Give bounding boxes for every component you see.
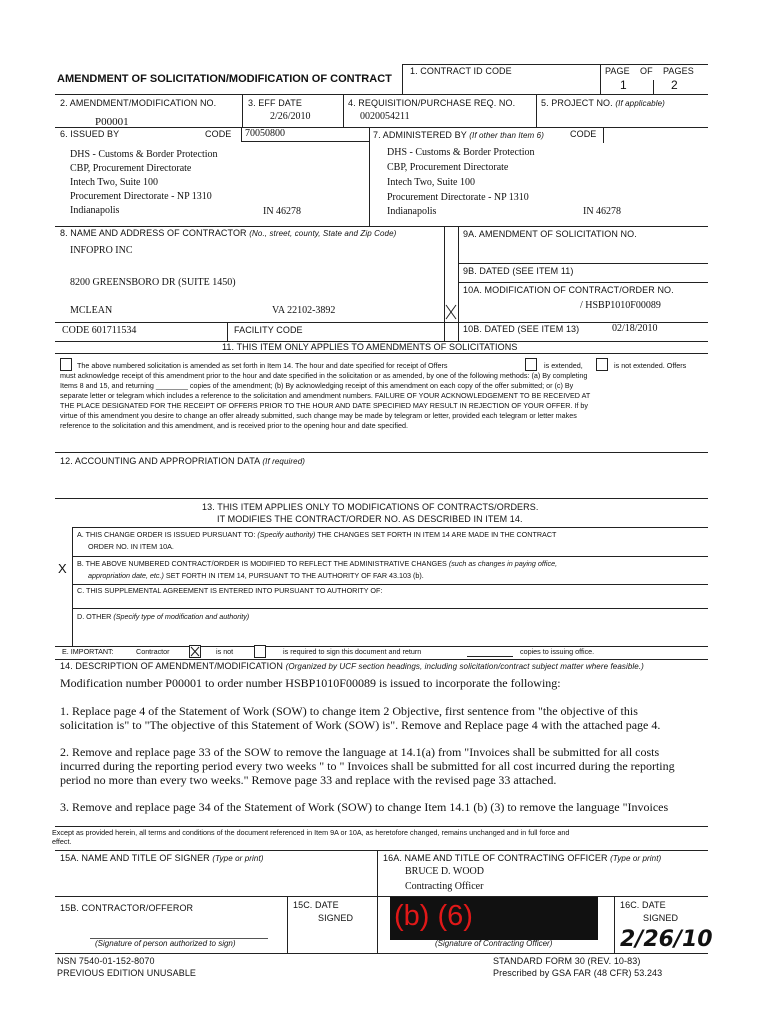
is-required-label: is required to sign this document and return <box>283 647 422 656</box>
item-12-label: 12. ACCOUNTING AND APPROPRIATION DATA (If required) <box>60 456 306 466</box>
item-11-line-2: must acknowledge receipt of this amendment prior to the hour and date specified in the solicitation or as amended, by one of the following methods: (a) By completing <box>60 371 588 380</box>
copies-label: copies to issuing office. <box>520 647 595 656</box>
handwritten-date: 2/26/10 <box>620 927 713 952</box>
is-required-checkbox[interactable] <box>254 645 266 658</box>
admin-state-zip: IN 46278 <box>583 206 622 217</box>
item-11-line-6: virtue of this amendment you desire to change an offer already submitted, such change may be made by telegram or letter, provided each telegram or letter makes <box>60 411 577 420</box>
administered-by-label: 7. ADMINISTERED BY (If other than Item 6) <box>373 130 544 140</box>
contractor-city: MCLEAN <box>70 305 113 316</box>
item-11-title: 11. THIS ITEM ONLY APPLIES TO AMENDMENTS OF SOLICITATIONS <box>222 342 518 352</box>
of-label: OF <box>640 66 653 76</box>
admin-line-2: CBP, Procurement Directorate <box>387 162 509 173</box>
signature-officer-label: (Signature of Contracting Officer) <box>435 939 553 948</box>
nsn-label: NSN 7540-01-152-8070 <box>57 956 155 966</box>
issued-code-label: CODE <box>205 129 232 139</box>
pages-label: PAGES <box>663 66 694 76</box>
eff-date-label: 3. EFF DATE <box>248 98 302 108</box>
is-not-extended-checkbox[interactable] <box>596 358 608 371</box>
form-title: AMENDMENT OF SOLICITATION/MODIFICATION OF CONTRACT <box>57 73 392 85</box>
signed-16c-label: SIGNED <box>643 913 679 923</box>
admin-line-5: Indianapolis <box>387 206 437 217</box>
item-13d-label: D. OTHER (Specify type of modification and authority) <box>77 612 250 621</box>
prescribed-label: Prescribed by GSA FAR (48 CFR) 53.243 <box>493 968 663 978</box>
item-9b-label: 9B. DATED (SEE ITEM 11) <box>463 266 574 276</box>
item-10b-value: 02/18/2010 <box>612 323 658 334</box>
item-14-intro: Modification number P00001 to order number HSBP1010F00089 is issued to incorporate the following: <box>60 676 561 690</box>
item-10b-label: 10B. DATED (SEE ITEM 13) <box>463 324 580 334</box>
is-not-extended-label: is not extended. Offers <box>614 361 687 370</box>
is-extended-label: is extended, <box>544 361 583 370</box>
previous-edition-label: PREVIOUS EDITION UNUSABLE <box>57 968 197 978</box>
contract-id-label: 1. CONTRACT ID CODE <box>410 66 512 76</box>
contractor-state-zip: VA 22102-3892 <box>272 305 336 316</box>
page-label: PAGE <box>605 66 630 76</box>
signature-person-label: (Signature of person authorized to sign) <box>95 939 236 948</box>
amendment-no-value: P00001 <box>95 116 129 128</box>
item-14-p2c: period no more than every two weeks." Remove page 33 and replace with the revised page 33 attached. <box>60 773 557 787</box>
item-11-line-1a: The above numbered solicitation is amended as set forth in Item 14. The hour and date specified for receipt of Offers <box>77 361 448 370</box>
contractor-is-not-checkbox[interactable] <box>189 645 201 658</box>
item-9a-label: 9A. AMENDMENT OF SOLICITATION NO. <box>463 229 637 239</box>
item-13c-label: C. THIS SUPPLEMENTAL AGREEMENT IS ENTERED INTO PURSUANT TO AUTHORITY OF: <box>77 586 383 595</box>
except-line-2: effect. <box>52 837 72 846</box>
signer-16a-label: 16A. NAME AND TITLE OF CONTRACTING OFFICER (Type or print) <box>383 853 662 863</box>
issued-line-3: Intech Two, Suite 100 <box>70 177 158 188</box>
signer-15a-label: 15A. NAME AND TITLE OF SIGNER (Type or print) <box>60 853 264 863</box>
except-line-1: Except as provided herein, all terms and conditions of the document referenced in Item 9A or 10A, as heretofore changed, remains unchanged and in full force and <box>52 828 570 837</box>
item-13b-line-2: appropriation date, etc.) SET FORTH IN ITEM 14, PURSUANT TO THE AUTHORITY OF FAR 43.103 (b). <box>88 571 424 580</box>
admin-line-4: Procurement Directorate - NP 1310 <box>387 192 529 203</box>
item-14-p2a: 2. Remove and replace page 33 of the SOW to remove the language at 14.1(a) from "Invoices shall be submitted for all costs <box>60 745 660 759</box>
requisition-label: 4. REQUISITION/PURCHASE REQ. NO. <box>348 98 516 108</box>
amendment-no-label: 2. AMENDMENT/MODIFICATION NO. <box>60 98 217 108</box>
admin-line-1: DHS - Customs & Border Protection <box>387 147 535 158</box>
requisition-value: 0020054211 <box>360 111 410 122</box>
project-no-label: 5. PROJECT NO. (If applicable) <box>541 98 665 108</box>
issued-line-5: Indianapolis <box>70 205 120 216</box>
date-16c-label: 16C. DATE <box>620 900 666 910</box>
officer-name: BRUCE D. WOOD <box>405 866 484 877</box>
item-13b-line-1: B. THE ABOVE NUMBERED CONTRACT/ORDER IS MODIFIED TO REFLECT THE ADMINISTRATIVE CHANGES (such as changes in paying office, <box>77 559 558 568</box>
item-13a-line-2: ORDER NO. IN ITEM 10A. <box>88 542 174 551</box>
item-14-p2b: incurred during the reporting period every two weeks " to " Invoices shall be submitted for all cost incurred during the reporting <box>60 759 675 773</box>
issued-state-zip: IN 46278 <box>263 206 302 217</box>
date-15c-label: 15C. DATE <box>293 900 339 910</box>
redaction-block <box>390 897 598 940</box>
item-13-title-1: 13. THIS ITEM APPLIES ONLY TO MODIFICATIONS OF CONTRACTS/ORDERS. <box>202 502 539 512</box>
standard-form-label: STANDARD FORM 30 (REV. 10-83) <box>493 956 641 966</box>
contractor-label-e: Contractor <box>136 647 170 656</box>
contractor-name: INFOPRO INC <box>70 245 133 256</box>
page-number: 1 <box>620 78 627 92</box>
item-14-p1a: 1. Replace page 4 of the Statement of Work (SOW) to change item 2 Objective, first sentence from "the objective of this <box>60 704 638 718</box>
issued-by-label: 6. ISSUED BY <box>60 129 120 139</box>
issued-line-4: Procurement Directorate - NP 1310 <box>70 191 212 202</box>
item-13a-line-1: A. THIS CHANGE ORDER IS ISSUED PURSUANT TO: (Specify authority) THE CHANGES SET FORTH IN ITEM 14 ARE MADE IN THE CONTRACT <box>77 530 557 539</box>
item-11-line-5: THE PLACE DESIGNATED FOR THE RECEIPT OF OFFERS PRIOR TO THE HOUR AND DATE SPECIFIED MAY RESULT IN REJECTION OF YOUR OFFER. If by <box>60 401 588 410</box>
contractor-label: 8. NAME AND ADDRESS OF CONTRACTOR (No., street, county, State and Zip Code) <box>60 228 397 238</box>
contractor-offeror-label: 15B. CONTRACTOR/OFFEROR <box>60 903 194 913</box>
item-14-label: 14. DESCRIPTION OF AMENDMENT/MODIFICATION (Organized by UCF section headings, including solicitation/contract subject matter where feasible.) <box>60 661 644 671</box>
item-11-checkbox[interactable] <box>60 358 72 371</box>
item-14-p1b: solicitation is" to "The objective of this Statement of Work (SOW) is". Remove and Replace page 4 with the attached page 4. <box>60 718 661 732</box>
is-not-label: is not <box>216 647 234 656</box>
item-14-p3: 3. Remove and replace page 34 of the Statement of Work (SOW) to change Item 14.1 (b) (3) to remove the language "Invoices <box>60 800 669 814</box>
eff-date-value: 2/26/2010 <box>270 111 311 122</box>
signed-15c-label: SIGNED <box>318 913 354 923</box>
item-11-line-4: separate letter or telegram which includes a reference to the solicitation and amendment numbers. FAILURE OF YOUR ACKNOWLEDGEMENT TO BE RECEIVED AT <box>60 391 591 400</box>
item-10a-value: / HSBP1010F00089 <box>580 300 661 311</box>
issued-code-value: 70050800 <box>245 128 285 139</box>
is-extended-checkbox[interactable] <box>525 358 537 371</box>
facility-code-label: FACILITY CODE <box>234 325 303 335</box>
item10a-check-mark <box>444 300 458 322</box>
pages-number: 2 <box>671 78 678 92</box>
issued-line-2: CBP, Procurement Directorate <box>70 163 192 174</box>
admin-line-3: Intech Two, Suite 100 <box>387 177 475 188</box>
contractor-street: 8200 GREENSBORO DR (SUITE 1450) <box>70 277 236 288</box>
item-11-line-3: Items 8 and 15, and returning ________ copies of the amendment; (b) By acknowledging receipt of this amendment on each copy of the offer submitted; or (c) By <box>60 381 574 390</box>
item-13-title-2: IT MODIFIES THE CONTRACT/ORDER NO. AS DESCRIBED IN ITEM 14. <box>217 514 523 524</box>
important-label: E. IMPORTANT: <box>62 647 114 656</box>
administered-code-label: CODE <box>570 129 597 139</box>
item-11-line-7: reference to the solicitation and this amendment, and is received prior to the opening hour and date specified. <box>60 421 409 430</box>
item-10a-label: 10A. MODIFICATION OF CONTRACT/ORDER NO. <box>463 285 674 295</box>
item-13b-x-mark: X <box>58 561 67 576</box>
officer-title: Contracting Officer <box>405 881 484 892</box>
redaction-text: (b) (6) <box>394 900 473 932</box>
contractor-code: CODE 601711534 <box>62 325 137 336</box>
issued-line-1: DHS - Customs & Border Protection <box>70 149 218 160</box>
